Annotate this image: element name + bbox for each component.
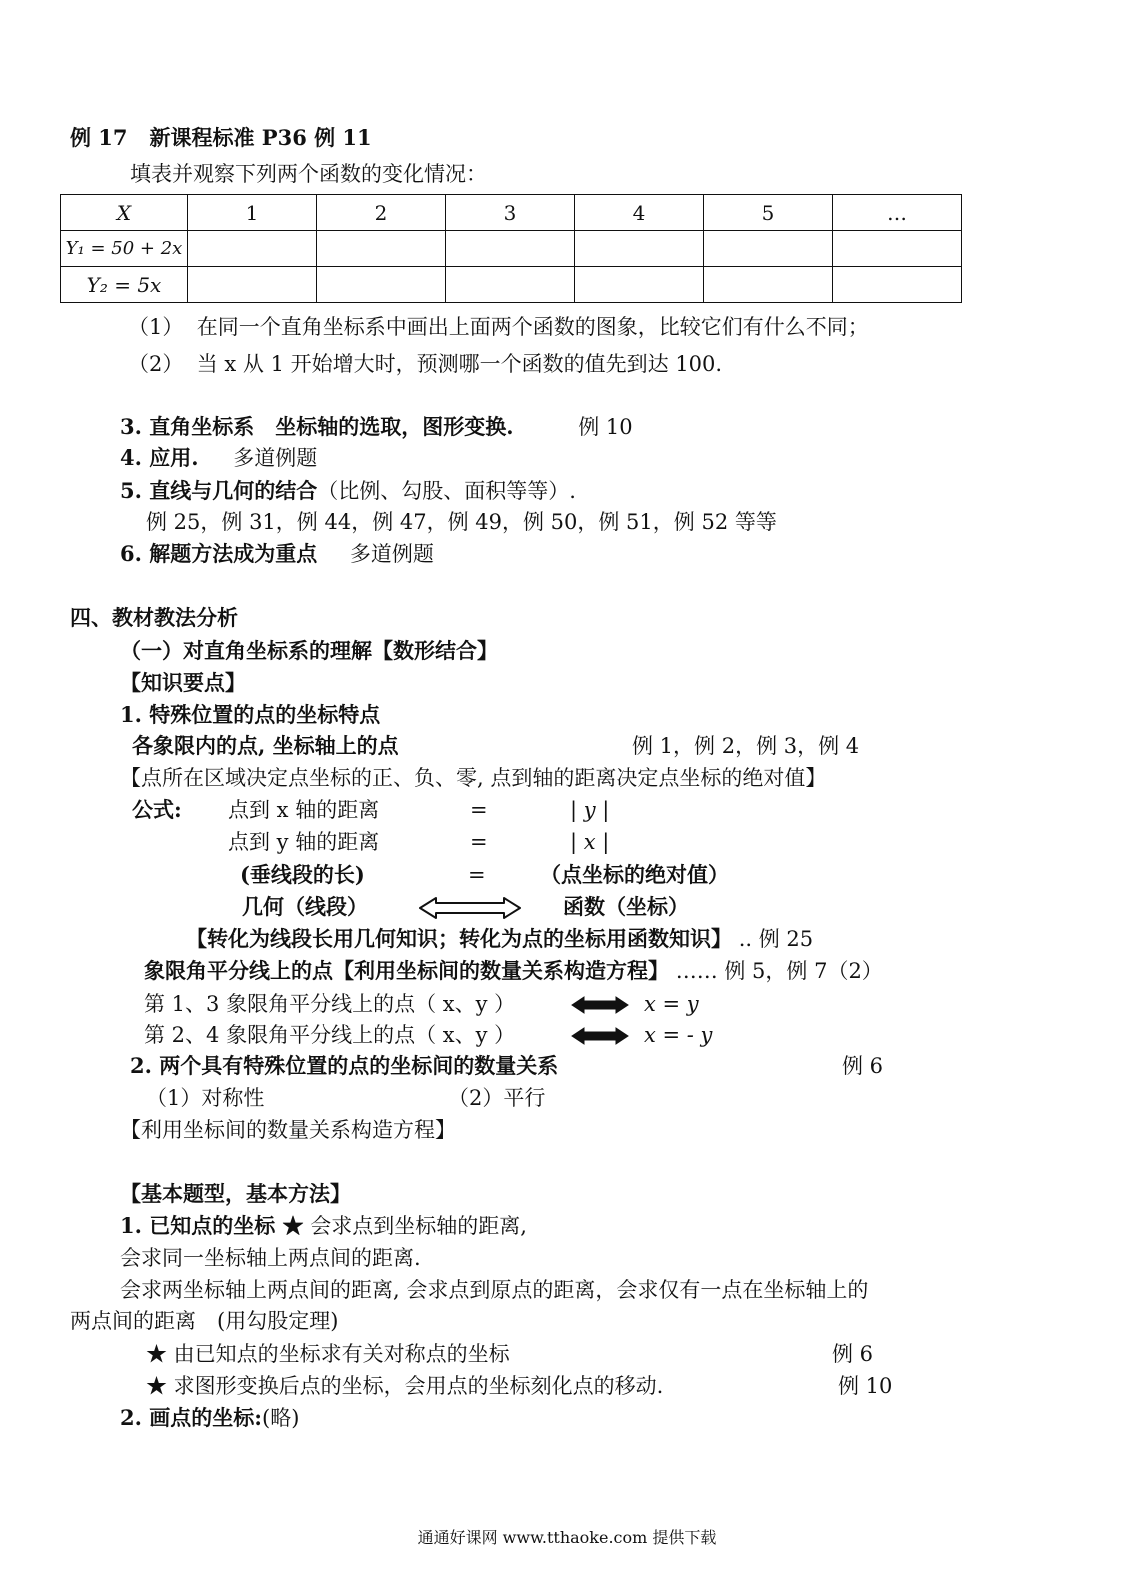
table-cell xyxy=(446,231,575,267)
table-cell xyxy=(188,267,317,303)
knowledge-1a xyxy=(132,732,1012,760)
bisector-dots: …… xyxy=(675,959,718,983)
table-cell xyxy=(575,231,704,267)
knowledge-1a-title: 各象限内的点, 坐标轴上的点 xyxy=(132,733,399,758)
formula-row-3-left: (垂线段的长) xyxy=(240,862,365,887)
method-1e xyxy=(146,1340,1026,1368)
table-row xyxy=(61,231,962,267)
method-2 xyxy=(120,1404,299,1432)
table-cell xyxy=(704,231,833,267)
method-1c: 会求两坐标轴上两点间的距离, 会求点到原点的距离，会求仅有一点在坐标轴上的 xyxy=(120,1278,869,1302)
bisector-heading xyxy=(144,957,883,985)
table-header-row xyxy=(61,195,962,231)
formula-row-4-right: 函数（坐标） xyxy=(563,894,689,919)
table-cell xyxy=(188,231,317,267)
bisector-2-right: x = - y xyxy=(644,1023,713,1047)
bisector-text: 象限角平分线上的点【利用坐标间的数量关系构造方程】 xyxy=(144,958,669,983)
double-arrow-icon xyxy=(570,995,630,1015)
page-footer: 通通好课网 www.tthaoke.com 提供下载 xyxy=(417,1528,717,1547)
formula-row-1-right: | y | xyxy=(570,798,610,822)
point-4 xyxy=(120,444,317,472)
method-2-title: 2. 画点的坐标: xyxy=(120,1405,262,1430)
basic-heading: 【基本题型，基本方法】 xyxy=(120,1181,351,1206)
point-4-title: 4. 应用. xyxy=(120,445,199,470)
knowledge-1: 1. 特殊位置的点的坐标特点 xyxy=(120,702,381,727)
point-5-refs: 例 25，例 31，例 44，例 47，例 49，例 50，例 51，例 52 等等 xyxy=(146,510,777,534)
bisector-1-left: 第 1、3 象限角平分线上的点（ x、y ） xyxy=(144,992,516,1016)
note-3: 【利用坐标间的数量关系构造方程】 xyxy=(120,1118,456,1142)
table-header-cell: 1 xyxy=(188,195,317,231)
row-label: Y₁ = 50 + 2x xyxy=(61,231,188,267)
intro-text: 填表并观察下列两个函数的变化情况： xyxy=(130,162,487,186)
method-1-rest: 会求点到坐标轴的距离, xyxy=(310,1214,527,1238)
point-3-ref: 例 10 xyxy=(578,415,633,439)
knowledge-heading: 【知识要点】 xyxy=(120,670,246,695)
method-1d: 两点间的距离 (用勾股定理) xyxy=(70,1309,339,1333)
note-2 xyxy=(186,925,813,953)
point-5-rest: （比例、勾股、面积等等）. xyxy=(317,479,576,503)
table-header-cell: 3 xyxy=(446,195,575,231)
knowledge-2-ref: 例 6 xyxy=(842,1054,884,1078)
point-3-title: 3. 直角坐标系 坐标轴的选取，图形变换. xyxy=(120,414,514,439)
table-cell xyxy=(317,267,446,303)
table-cell xyxy=(575,267,704,303)
table-cell xyxy=(704,267,833,303)
note-2-text: 【转化为线段长用几何知识；转化为点的坐标用函数知识】 xyxy=(186,926,732,951)
bisector-ref: 例 5，例 7（2） xyxy=(724,959,883,983)
knowledge-1a-ref: 例 1，例 2，例 3，例 4 xyxy=(632,734,860,758)
formula-row-3-eq: = xyxy=(468,863,486,887)
question-text: 在同一个直角坐标系中画出上面两个函数的图象，比较它们有什么不同； xyxy=(196,315,869,339)
formula-row-2-right: | x | xyxy=(570,830,610,854)
point-5-title: 5. 直线与几何的结合 xyxy=(120,478,318,503)
example-heading xyxy=(70,124,372,152)
knowledge-2-option-b: （2）平行 xyxy=(448,1086,546,1110)
double-arrow-icon xyxy=(570,1026,630,1046)
knowledge-2-title: 2. 两个具有特殊位置的点的坐标间的数量关系 xyxy=(130,1053,559,1078)
question-number: （2） xyxy=(128,352,184,376)
knowledge-2 xyxy=(130,1052,1030,1080)
table-header-cell: 4 xyxy=(575,195,704,231)
method-1f-ref: 例 10 xyxy=(838,1374,893,1398)
example-source: 新课程标准 P36 例 11 xyxy=(149,125,372,150)
table-cell xyxy=(317,231,446,267)
question-1 xyxy=(128,313,869,341)
table-header-cell: 2 xyxy=(317,195,446,231)
bisector-1-right: x = y xyxy=(644,992,699,1016)
point-5 xyxy=(120,477,576,505)
note-1: 【点所在区域决定点坐标的正、负、零, 点到轴的距离决定点坐标的绝对值】 xyxy=(120,766,827,790)
formula-row-2-left: 点到 y 轴的距离 xyxy=(228,830,380,854)
method-1f-text: ★ 求图形变换后点的坐标，会用点的坐标刻化点的移动. xyxy=(146,1374,664,1398)
formula-row-1-left: 点到 x 轴的距离 xyxy=(228,798,380,822)
section-4-title: 四、教材教法分析 xyxy=(70,605,238,630)
question-2 xyxy=(128,350,722,378)
row-label: Y₂ = 5x xyxy=(61,267,188,303)
subsection-1-title: （一）对直角坐标系的理解【数形结合】 xyxy=(120,638,498,663)
knowledge-2-option-a: （1）对称性 xyxy=(146,1086,265,1110)
point-6 xyxy=(120,540,434,568)
formula-row-1-eq: = xyxy=(470,798,488,822)
table-cell xyxy=(833,267,962,303)
table-cell xyxy=(446,267,575,303)
note-2-dots: .. xyxy=(738,927,753,951)
method-1f xyxy=(146,1372,1026,1400)
table-row xyxy=(61,267,962,303)
formula-row-4-left: 几何（线段） xyxy=(242,894,368,919)
example-number: 例 17 xyxy=(70,125,128,150)
bisector-2-left: 第 2、4 象限角平分线上的点（ x、y ） xyxy=(144,1023,516,1047)
table-header-cell: … xyxy=(833,195,962,231)
table-header-cell: X xyxy=(61,195,188,231)
table-header-cell: 5 xyxy=(704,195,833,231)
formula-row-3-right: （点坐标的绝对值） xyxy=(540,862,729,887)
point-4-ref: 多道例题 xyxy=(233,446,318,470)
question-number: （1） xyxy=(128,315,184,339)
note-2-ref: 例 25 xyxy=(758,927,814,951)
point-3 xyxy=(120,413,633,441)
question-text: 当 x 从 1 开始增大时，预测哪一个函数的值先到达 100. xyxy=(196,352,723,376)
method-1-title: 1. 已知点的坐标 ★ xyxy=(120,1213,304,1238)
point-6-ref: 多道例题 xyxy=(349,542,434,566)
method-2-rest: (略) xyxy=(262,1406,300,1430)
formula-row-2-eq: = xyxy=(470,830,488,854)
method-1e-text: ★ 由已知点的坐标求有关对称点的坐标 xyxy=(146,1342,510,1366)
table-cell xyxy=(833,231,962,267)
method-1b: 会求同一坐标轴上两点间的距离. xyxy=(120,1246,421,1270)
formula-label: 公式: xyxy=(132,797,182,822)
point-6-title: 6. 解题方法成为重点 xyxy=(120,541,318,566)
method-1 xyxy=(120,1212,527,1240)
value-table xyxy=(60,194,962,303)
method-1e-ref: 例 6 xyxy=(832,1342,874,1366)
double-arrow-icon xyxy=(418,896,522,920)
